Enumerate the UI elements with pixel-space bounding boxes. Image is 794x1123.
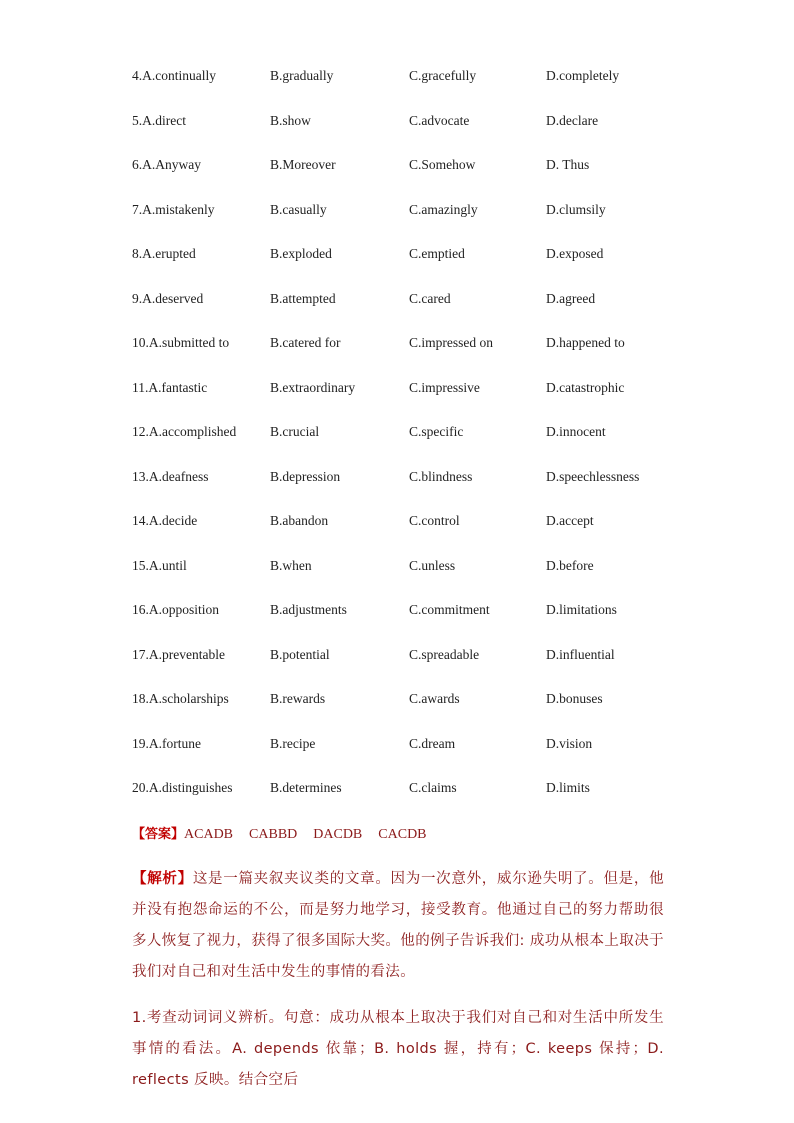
option-b: B.catered for bbox=[270, 335, 341, 350]
option-c: C.dream bbox=[409, 735, 456, 751]
analysis-tag: 【解析】 bbox=[132, 871, 193, 887]
question-list bbox=[132, 64, 692, 821]
option-c: C.specific bbox=[409, 424, 464, 439]
option-a: 8.A.erupted bbox=[132, 246, 196, 261]
question-row bbox=[132, 776, 692, 821]
item1-explanation: 1.考查动词词义辨析。句意：成功从根本上取决于我们对自己和对生活中所发生事情的看法。A. depends 依靠；B. holds 握，持有；C. keeps 保持；D. reflects 反映。结合空后 bbox=[132, 1010, 664, 1088]
question-row bbox=[132, 554, 692, 599]
option-a: 18.A.scholarships bbox=[132, 691, 229, 706]
option-b: B.crucial bbox=[270, 424, 320, 439]
analysis-paragraph bbox=[132, 864, 664, 988]
option-c: C.Somehow bbox=[409, 157, 476, 172]
question-row bbox=[132, 153, 692, 198]
option-d: D. Thus bbox=[546, 157, 590, 172]
option-d: D.before bbox=[546, 557, 594, 573]
option-b: B.Moreover bbox=[270, 157, 336, 172]
question-row bbox=[132, 109, 692, 154]
option-b: B.when bbox=[270, 557, 312, 573]
question-row bbox=[132, 331, 692, 376]
option-a: 19.A.fortune bbox=[132, 735, 201, 751]
option-b: B.recipe bbox=[270, 735, 316, 751]
option-c: C.impressive bbox=[409, 379, 480, 395]
option-c: C.impressed on bbox=[409, 335, 493, 350]
option-a: 5.A.direct bbox=[132, 112, 186, 128]
option-c: C.control bbox=[409, 513, 460, 528]
question-row bbox=[132, 687, 692, 732]
option-b: B.potential bbox=[270, 646, 330, 662]
option-b: B.attempted bbox=[270, 290, 336, 306]
question-row bbox=[132, 643, 692, 688]
option-a: 14.A.decide bbox=[132, 513, 198, 528]
option-c: C.emptied bbox=[409, 246, 465, 261]
option-b: B.abandon bbox=[270, 513, 329, 528]
question-row bbox=[132, 287, 692, 332]
option-c: C.spreadable bbox=[409, 646, 480, 662]
option-d: D.clumsily bbox=[546, 201, 606, 217]
option-a: 16.A.opposition bbox=[132, 602, 220, 617]
option-c: C.cared bbox=[409, 290, 451, 306]
option-a: 6.A.Anyway bbox=[132, 157, 201, 172]
option-a: 7.A.mistakenly bbox=[132, 201, 215, 217]
option-c: C.commitment bbox=[409, 602, 490, 617]
option-d: D.limitations bbox=[546, 602, 617, 617]
question-row bbox=[132, 376, 692, 421]
option-c: C.unless bbox=[409, 557, 456, 573]
option-c: C.awards bbox=[409, 691, 460, 706]
option-d: D.declare bbox=[546, 112, 599, 128]
option-a: 17.A.preventable bbox=[132, 646, 225, 662]
option-d: D.innocent bbox=[546, 424, 606, 439]
answer-tag: 【答案】 bbox=[132, 827, 185, 842]
option-a: 4.A.continually bbox=[132, 68, 216, 83]
option-b: B.rewards bbox=[270, 691, 326, 706]
option-b: B.depression bbox=[270, 468, 341, 484]
option-d: D.happened to bbox=[546, 335, 625, 350]
option-a: 10.A.submitted to bbox=[132, 335, 230, 350]
option-c: C.advocate bbox=[409, 112, 470, 128]
option-d: D.completely bbox=[546, 68, 620, 83]
option-b: B.gradually bbox=[270, 68, 334, 83]
question-row bbox=[132, 242, 692, 287]
option-d: D.agreed bbox=[546, 290, 596, 306]
option-b: B.exploded bbox=[270, 246, 332, 261]
answer-group: ACADB bbox=[184, 827, 234, 842]
option-d: D.vision bbox=[546, 735, 593, 751]
option-c: C.gracefully bbox=[409, 68, 477, 83]
option-d: D.limits bbox=[546, 780, 590, 795]
answer-group: CABBD bbox=[249, 827, 298, 842]
question-row bbox=[132, 509, 692, 554]
option-d: D.exposed bbox=[546, 246, 604, 261]
option-b: B.show bbox=[270, 112, 311, 128]
question-row bbox=[132, 732, 692, 777]
answer-group: CACDB bbox=[378, 827, 427, 842]
option-c: C.claims bbox=[409, 780, 457, 795]
option-a: 9.A.deserved bbox=[132, 290, 204, 306]
option-b: B.extraordinary bbox=[270, 379, 356, 395]
option-b: B.determines bbox=[270, 780, 342, 795]
question-row bbox=[132, 420, 692, 465]
option-b: B.adjustments bbox=[270, 602, 347, 617]
question-row bbox=[132, 598, 692, 643]
question-row bbox=[132, 64, 692, 109]
option-b: B.casually bbox=[270, 201, 327, 217]
option-d: D.influential bbox=[546, 646, 615, 662]
answer-line bbox=[132, 823, 443, 843]
option-c: C.amazingly bbox=[409, 201, 478, 217]
option-d: D.catastrophic bbox=[546, 379, 625, 395]
option-d: D.accept bbox=[546, 513, 594, 528]
answer-group: DACDB bbox=[313, 827, 363, 842]
option-a: 13.A.deafness bbox=[132, 468, 209, 484]
option-c: C.blindness bbox=[409, 468, 473, 484]
option-a: 20.A.distinguishes bbox=[132, 780, 233, 795]
option-d: D.bonuses bbox=[546, 691, 603, 706]
analysis-text: 这是一篇夹叙夹议类的文章。因为一次意外，威尔逊失明了。但是，他并没有抱怨命运的不公，而是努力地学习，接受教育。他通过自己的努力帮助很多人恢复了视力，获得了很多国际大奖。他的例子告诉我们: 成功从根本上取决于我们对自己和对生活中发生的事情的看法。 bbox=[132, 871, 664, 980]
option-d: D.speechlessness bbox=[546, 468, 640, 484]
option-a: 12.A.accomplished bbox=[132, 424, 237, 439]
option-a: 15.A.until bbox=[132, 557, 187, 573]
question-row bbox=[132, 465, 692, 510]
question-row bbox=[132, 198, 692, 243]
option-a: 11.A.fantastic bbox=[132, 379, 208, 395]
